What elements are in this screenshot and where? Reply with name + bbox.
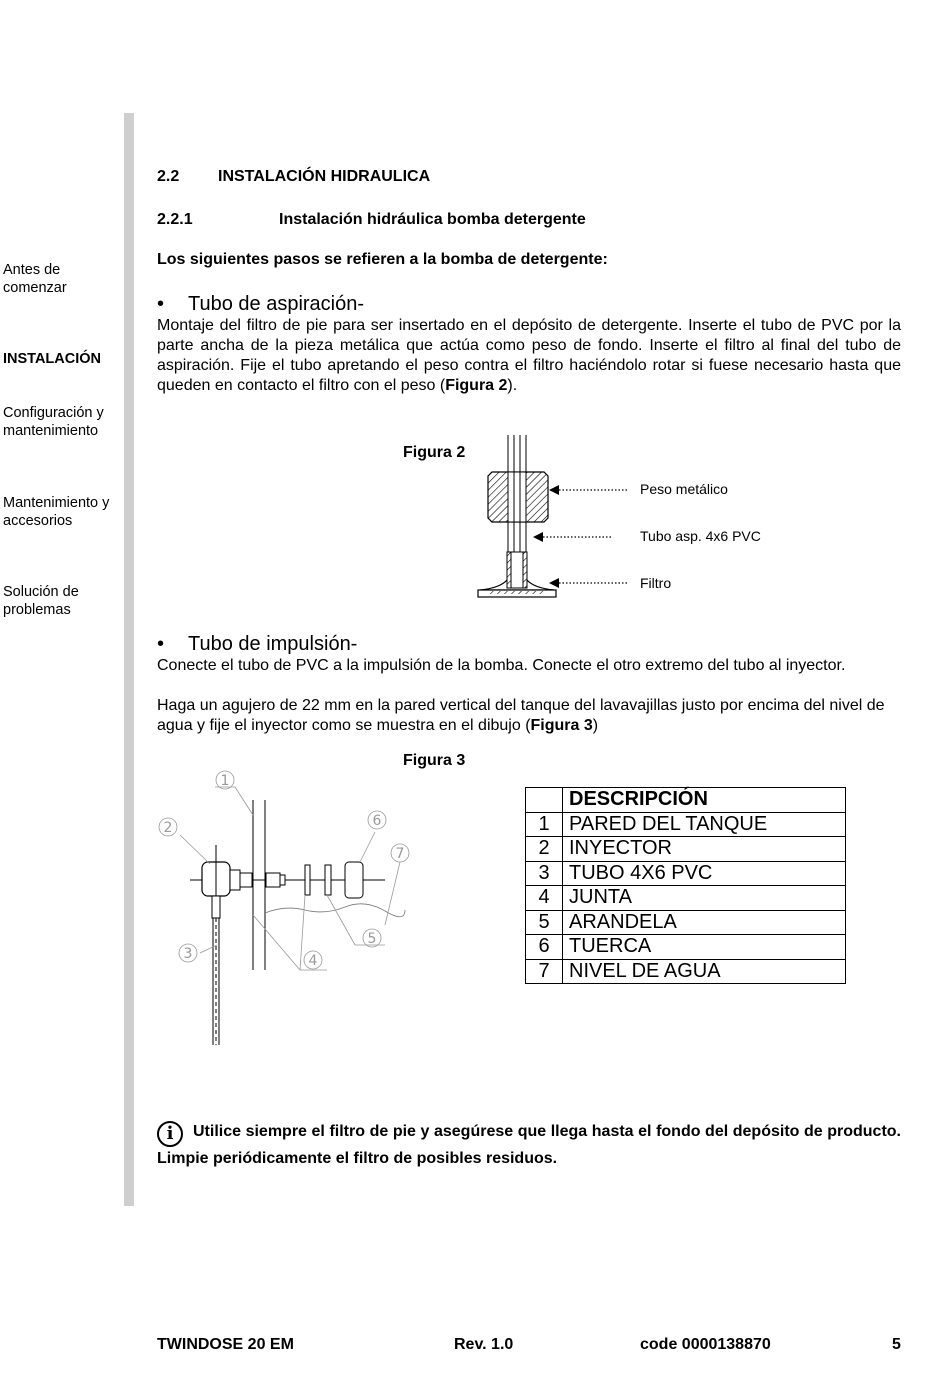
intro-text: Los siguientes pasos se refieren a la bomba de detergente: (157, 251, 608, 268)
section-title: INSTALACIÓN HIDRAULICA (218, 168, 431, 185)
row-desc: PARED DEL TANQUE (563, 812, 846, 837)
bullet-dot: • (157, 293, 165, 315)
row-num: 1 (526, 812, 563, 837)
info-icon: i (157, 1121, 183, 1147)
subsection-title: Instalación hidráulica bomba detergente (279, 211, 586, 228)
subsection-number: 2.2.1 (157, 211, 193, 228)
callout-filtro: Filtro (640, 575, 672, 591)
table-row (526, 886, 846, 911)
sidebar-item-antes-de-comenzar[interactable]: Antes de comenzar (3, 262, 67, 296)
aspiracion-text: Montaje del filtro de pie para ser insertado en el depósito de detergente. Inserte el tubo de PVC por la parte ancha de la pieza metálica que actúa como peso de fondo. Inserte el filtro al final del tubo de aspiración. Fije el tubo apretando el peso contra el filtro haciéndolo rotar si fuese necesario hasta que queden en contacto el filtro con el peso ( (157, 317, 901, 394)
table-row (526, 910, 846, 935)
sidebar-item-mantenimiento[interactable]: Mantenimiento y accesorios (3, 495, 110, 529)
impulsion-text-end: ) (592, 717, 599, 734)
bullet-aspiracion-title: Tubo de aspiración- (188, 293, 365, 315)
section-number: 2.2 (157, 168, 180, 185)
sidebar-divider (124, 113, 134, 1206)
impulsion-paragraph-2 (157, 696, 901, 736)
marker-1-label: 1 (220, 773, 230, 789)
callout-tubo: Tubo asp. 4x6 PVC (640, 528, 761, 544)
callout-peso: Peso metálico (640, 481, 728, 497)
table-header-num (526, 788, 563, 813)
row-num: 6 (526, 935, 563, 960)
footer-page-number: 5 (892, 1336, 901, 1353)
table-row (526, 959, 846, 984)
row-num: 4 (526, 886, 563, 911)
impulsion-text: Haga un agujero de 22 mm en la pared vertical del tanque del lavavajillas justo por encima del nivel de agua y fije el inyector como se muestra en el dibujo ( (157, 697, 885, 734)
bullet-dot: • (157, 633, 165, 655)
row-desc: NIVEL DE AGUA (563, 959, 846, 984)
row-desc: INYECTOR (563, 837, 846, 862)
row-desc: JUNTA (563, 886, 846, 911)
info-note (157, 1120, 901, 1170)
figure2-label: Figura 2 (403, 444, 466, 461)
row-num: 2 (526, 837, 563, 862)
impulsion-paragraph-1: Conecte el tubo de PVC a la impulsión de la bomba. Conecte el otro extremo del tubo al inyector. (157, 657, 846, 674)
table-header-desc: DESCRIPCIÓN (563, 788, 846, 813)
footer-code: code 0000138870 (640, 1336, 771, 1353)
sidebar-item-configuracion[interactable]: Configuración y mantenimiento (3, 405, 104, 439)
bullet-aspiracion (157, 293, 364, 315)
table-row (526, 861, 846, 886)
table-row (526, 935, 846, 960)
table-row (526, 812, 846, 837)
figure2-ref: Figura 2 (445, 377, 508, 394)
aspiracion-text-end: ). (507, 377, 518, 394)
bullet-impulsion-title: Tubo de impulsión- (188, 633, 358, 655)
marker-7-label: 7 (395, 846, 405, 862)
figure3-ref: Figura 3 (530, 717, 593, 734)
row-num: 7 (526, 959, 563, 984)
parts-table (525, 787, 846, 984)
marker-3-label: 3 (183, 946, 193, 962)
marker-6-label: 6 (372, 813, 382, 829)
marker-4-label: 4 (308, 953, 318, 969)
row-num: 3 (526, 861, 563, 886)
figure3-drawing (155, 765, 415, 1050)
row-desc: ARANDELA (563, 910, 846, 935)
info-note-text: Utilice siempre el filtro de pie y asegúrese que llega hasta el fondo del depósito de producto. Limpie periódicamente el filtro de posibles residuos. (157, 1123, 901, 1167)
table-header-row (526, 788, 846, 813)
marker-2-label: 2 (163, 820, 173, 836)
row-num: 5 (526, 910, 563, 935)
figure2-arrows (530, 480, 630, 590)
row-desc: TUERCA (563, 935, 846, 960)
row-desc: TUBO 4X6 PVC (563, 861, 846, 886)
sidebar-item-instalacion[interactable]: INSTALACIÓN (3, 351, 102, 367)
footer-revision: Rev. 1.0 (454, 1336, 514, 1353)
figure3-label: Figura 3 (403, 752, 466, 769)
footer-model: TWINDOSE 20 EM (157, 1336, 294, 1353)
marker-5-label: 5 (367, 931, 377, 947)
aspiracion-paragraph (157, 316, 901, 396)
sidebar-item-solucion[interactable]: Solución de problemas (3, 584, 79, 618)
table-row (526, 837, 846, 862)
bullet-impulsion (157, 633, 357, 655)
